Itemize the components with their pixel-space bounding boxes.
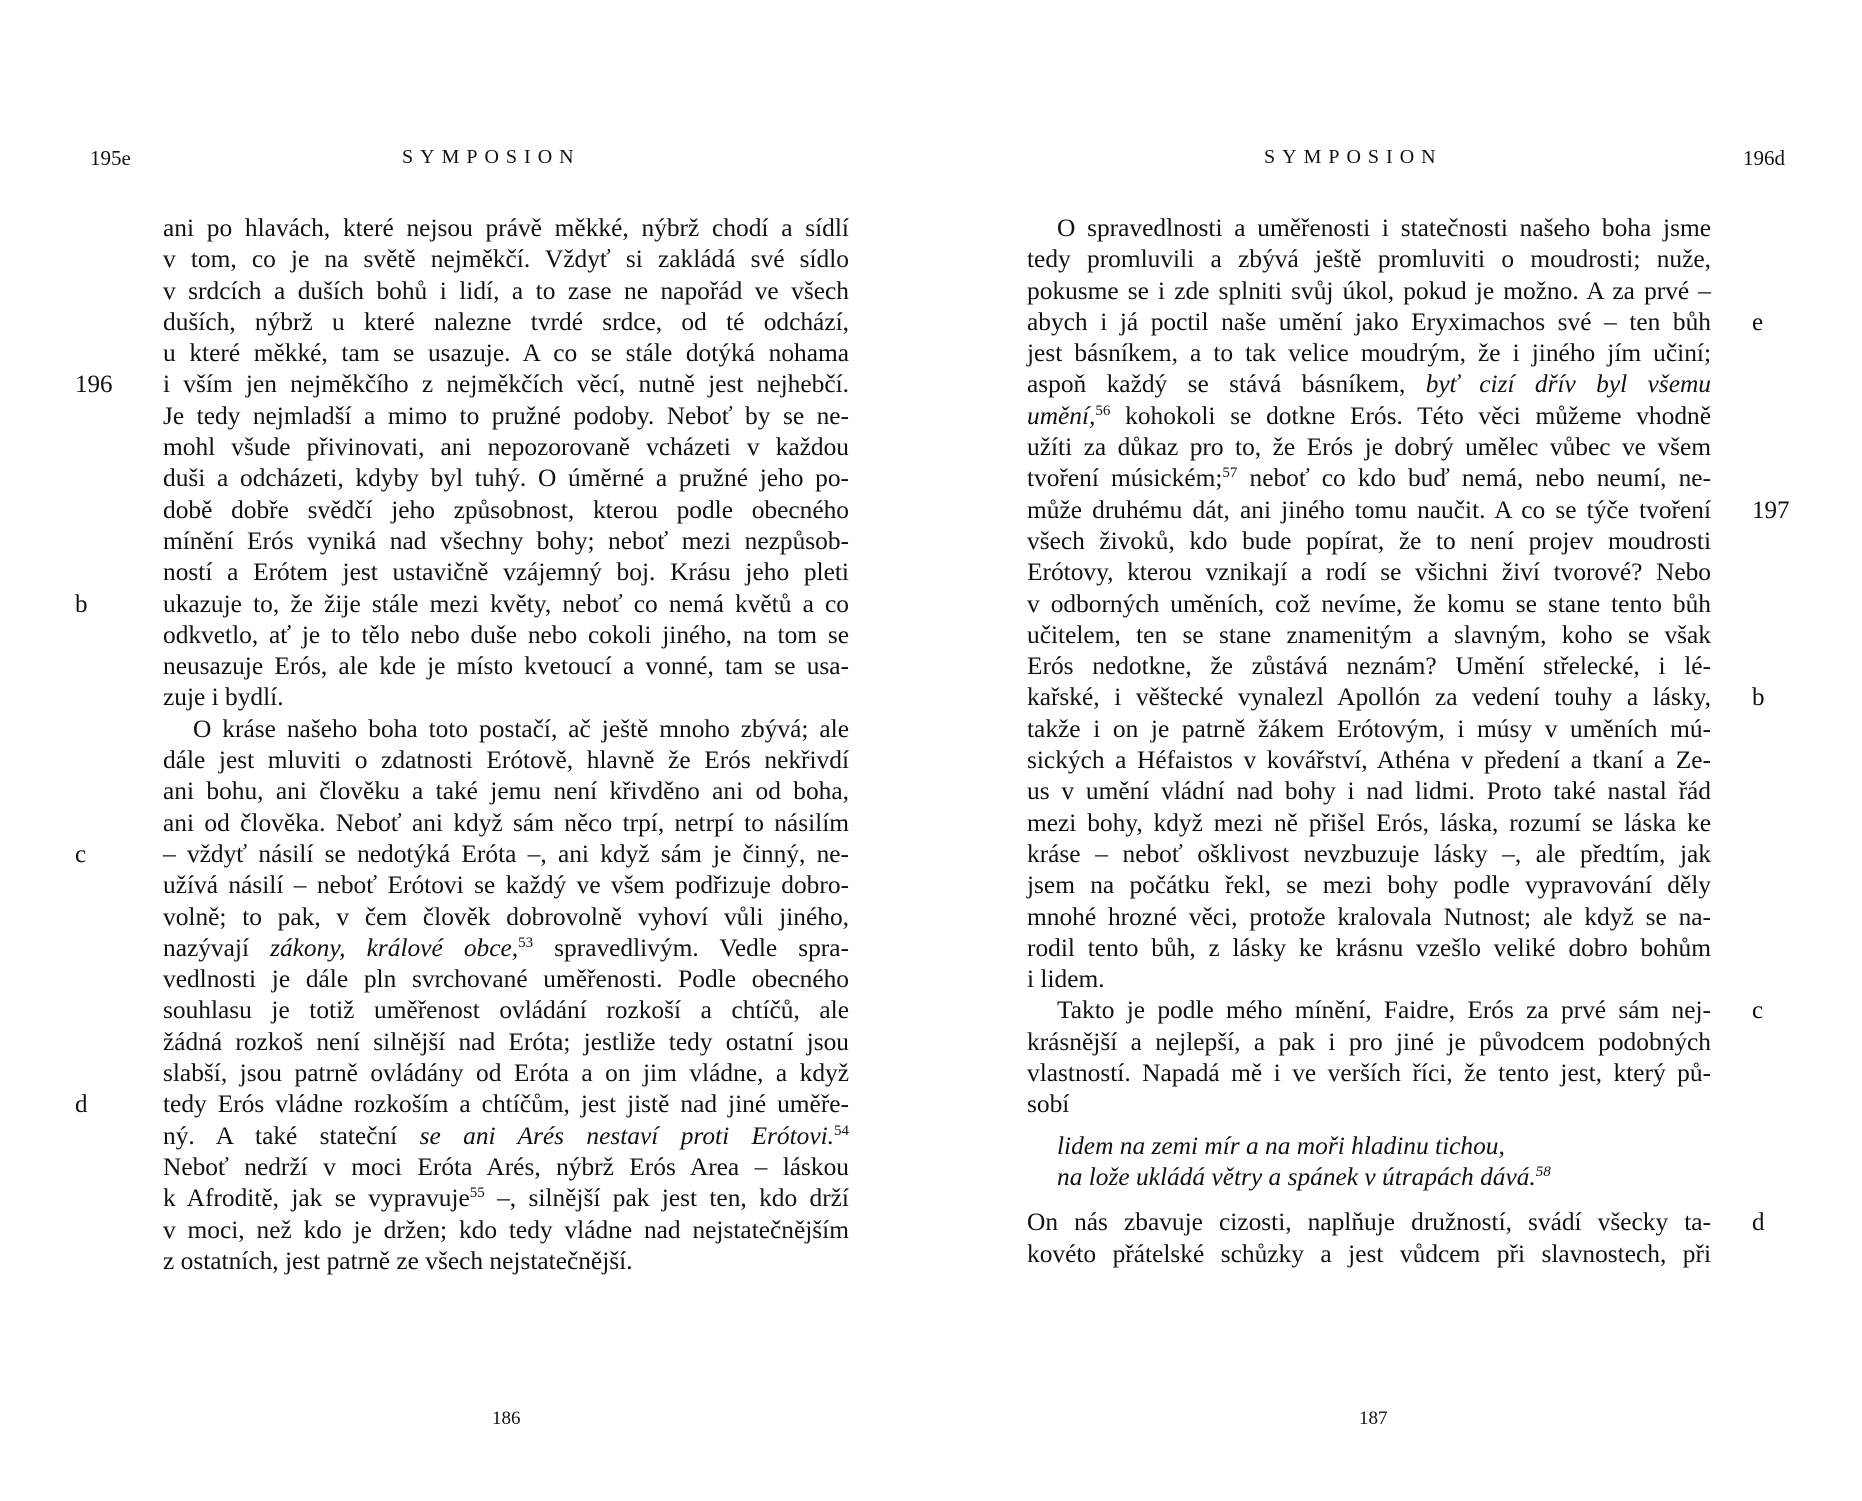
text-line: kráse – neboť ošklivost nevzbuzuje lásky –, ale předtím, jak — [1027, 839, 1711, 868]
footnote-marker: 57 — [1222, 465, 1238, 482]
text-line: dále jest mluviti o zdatnosti Erótově, hlavně že Erós nekřivdí — [163, 746, 849, 775]
text-line: i lidem. — [1027, 965, 1105, 994]
text-line: užívá násilí – neboť Erótovi se každý ve všem podřizuje dobro- — [163, 871, 849, 900]
text-line: ností a Erótem jest ustavičně vzájemný boj. Krásu jeho pleti — [163, 558, 849, 587]
text-line: c Takto je podle mého mínění, Faidre, Erós za prvé sám nej- — [1027, 995, 1711, 1026]
text-line: ani bohu, ani člověku a také jemu není křivděno ani od boha, — [163, 777, 849, 806]
footnote-marker: 53 — [518, 934, 534, 951]
margin-reference: 196 — [75, 371, 113, 399]
text-line: mínění Erós vyniká nad všechny bohy; neboť mezi nezpůsob- — [163, 526, 849, 555]
text-line: umění,$^{56}$ kohokoli se dotkne Erós. Této věci můžeme vhodně — [1027, 401, 1711, 430]
text-line: d tedy Erós vládne rozkoším a chtíčům, jest jistě nad jiné uměře- — [163, 1089, 849, 1120]
quotation: zákony, králové obce, — [270, 933, 519, 962]
page-number: 187 — [1359, 1408, 1388, 1429]
text-line: mohl všude přivinovati, ani nepozorovaně vcházeti v každou — [163, 433, 849, 462]
text-line: duších, nýbrž u které nalezne tvrdé srdce, od té odchází, — [163, 307, 849, 336]
text-line: učitelem, ten se stane znamenitým a slavným, koho se však — [1027, 620, 1711, 649]
footnote-marker: 54 — [834, 1122, 850, 1139]
text-line: v srdcích a duších bohů i lidí, a to zase ne napořád ve všech — [163, 276, 849, 305]
text-line: 197 může druhému dát, ani jiného tomu naučit. A co se týče tvoření — [1027, 495, 1711, 526]
text-line: ný. A také stateční se ani Arés nestaví proti Erótovi.$^{54}$ — [163, 1121, 850, 1150]
margin-reference: b — [75, 590, 88, 618]
text-line: v odborných uměních, což nevíme, že komu se stane tento bůh — [1027, 589, 1711, 618]
text-line: Je tedy nejmladší a mimo to pružné podoby. Neboť by se ne- — [163, 401, 849, 430]
text-line: jsem na počátku řekl, se mezi bohy podle vypravování děly — [1027, 871, 1711, 900]
text-line: sických a Héfaistos v kovářství, Athéna v předení a tkaní a Ze- — [1027, 746, 1711, 775]
text-line: mnohé hrozné věci, protože kralovala Nutnost; ale když se na- — [1027, 902, 1711, 931]
text-line: užíti za důkaz pro to, že Erós je dobrý umělec vůbec ve všem — [1027, 433, 1711, 462]
text-line: době dobře svědčí jeho způsobnost, kterou podle obecného — [163, 495, 849, 524]
text-line: jest básníkem, a to tak velice moudrým, že i jiného jím učiní; — [1027, 339, 1711, 368]
margin-reference: b — [1752, 684, 1765, 712]
margin-reference: c — [75, 840, 87, 868]
body-text — [1027, 213, 1790, 1270]
text-line: takže i on je patrně žákem Erótovým, i músy v uměních mú- — [1027, 714, 1711, 743]
text-line: e abych i já poctil naše umění jako Eryximachos své – ten bůh — [1027, 307, 1711, 338]
footnote-marker: 55 — [469, 1185, 485, 1202]
text-line: krásnější a nejlepší, a pak i pro jiné je původcem podobných — [1027, 1027, 1711, 1056]
margin-reference: 197 — [1752, 496, 1790, 524]
running-head: SYMPOSION — [1264, 146, 1443, 168]
text-line: us v umění vládní nad bohy i nad lidmi. Proto také nastal řád — [1027, 777, 1711, 806]
text-line: všech živoků, kdo bude popírat, že to není projev moudrosti — [1027, 526, 1711, 555]
text-line: d On nás zbavuje cizosti, naplňuje družností, svádí všecky ta- — [1027, 1207, 1711, 1238]
text-line: b ukazuje to, že žije stále mezi květy, neboť co nemá květů a co — [163, 589, 849, 620]
text-line: duši a odcházeti, kdyby byl tuhý. O úměrné a pružné jeho po- — [163, 464, 849, 493]
text-line: souhlasu je totiž uměřenost ovládání rozkoší a chtíčů, ale — [163, 996, 849, 1025]
text-line: vedlnosti je dále pln svrchované uměřenosti. Podle obecného — [163, 965, 849, 994]
text-line: žádná rozkoš není silnější nad Eróta; jestliže tedy ostatní jsou — [163, 1027, 849, 1056]
text-line: v tom, co je na světě nejměkčí. Vždyť si zakládá své sídlo — [163, 245, 849, 274]
text-line: ani od člověka. Neboť ani když sám něco trpí, netrpí to násilím — [163, 808, 849, 837]
text-line: O kráse našeho boha toto postačí, ač ještě mnoho zbývá; ale — [193, 714, 849, 743]
text-line: neusazuje Erós, ale kde je místo kvetoucí a vonné, tam se usa- — [163, 652, 849, 681]
body-text — [75, 213, 850, 1277]
margin-reference: e — [1752, 308, 1764, 336]
text-line: slabší, jsou patrně ovládány od Eróta a on jim vládne, a když — [163, 1059, 849, 1088]
text-line: Erós nedotkne, že zůstává neznám? Umění střelecké, i lé- — [1027, 652, 1711, 681]
footnote-marker: 58 — [1535, 1163, 1551, 1180]
quotation: byť cizí dřív byl všemu — [1425, 370, 1711, 399]
text-line: k Afroditě, jak se vypravuje$^{55}$ –, silnější pak jest ten, kdo drží — [163, 1184, 849, 1213]
stephanus-reference: 195e — [90, 146, 131, 170]
text-line: v moci, než kdo je držen; kdo tedy vládne nad nejstatečnějším — [163, 1215, 849, 1244]
text-line: odkvetlo, ať je to tělo nebo duše nebo cokoli jiného, na tom se — [163, 620, 849, 649]
text-line: rodil tento bůh, z lásky ke krásnu vzešlo veliké dobro bohům — [1027, 933, 1711, 962]
verse-line: na lože ukládá větry a spánek v útrapách dává.$^{58}$ — [1057, 1162, 1551, 1191]
text-line: vlastností. Napadá mě i ve verších říci, že tento jest, který pů- — [1027, 1059, 1711, 1088]
text-line: Neboť nedrží v moci Eróta Arés, nýbrž Erós Area – láskou — [163, 1152, 849, 1181]
text-line: nazývají zákony, králové obce,$^{53}$ spravedlivým. Vedle spra- — [163, 933, 849, 962]
margin-reference: d — [75, 1091, 88, 1119]
text-line: tedy promluvili a zbývá ještě promluviti o moudrosti; nuže, — [1027, 245, 1711, 274]
text-line: z ostatních, jest patrně ze všech nejstatečnější. — [163, 1246, 633, 1275]
margin-reference: c — [1752, 997, 1764, 1025]
running-head: SYMPOSION — [402, 146, 581, 168]
text-line: tvoření músickém;$^{57}$ neboť co kdo buď nemá, nebo neumí, ne- — [1027, 464, 1712, 493]
footnote-marker: 56 — [1095, 402, 1111, 419]
text-line: O spravedlnosti a uměřenosti i statečnosti našeho boha jsme — [1057, 214, 1711, 242]
verse-quotation — [1057, 1131, 1711, 1194]
text-line: u které měkké, tam se usazuje. A co se stále dotýká nohama — [163, 339, 849, 368]
text-line: c – vždyť násilí se nedotýká Eróta –, ani když sám je činný, ne- — [163, 839, 849, 870]
stephanus-reference: 196d — [1743, 146, 1785, 170]
text-line: b kařské, i věštecké vynalezl Apollón za vedení touhy a lásky, — [1027, 682, 1711, 713]
margin-reference: d — [1752, 1209, 1765, 1237]
text-line: Erótovy, kterou vznikají a rodí se všichni živí tvorové? Nebo — [1027, 558, 1711, 587]
text-line: ani po hlavách, které nejsou právě měkké, nýbrž chodí a sídlí — [163, 214, 849, 242]
text-line: sobí — [1027, 1090, 1070, 1119]
page-number: 186 — [492, 1408, 521, 1429]
text-line: 196 i vším jen nejměkčího z nejměkčích věcí, nutně jest nejhebčí. — [163, 369, 849, 400]
text-line: volně; to pak, v čem člověk dobrovolně vyhoví vůli jiného, — [163, 902, 849, 931]
right-page — [931, 0, 1862, 1501]
verse-line: lidem na zemi mír a na moři hladinu tichou, — [1057, 1131, 1505, 1160]
quotation: umění, — [1027, 401, 1096, 430]
quotation: se ani Arés nestaví proti Erótovi. — [419, 1121, 835, 1150]
text-line: mezi bohy, když mezi ně přišel Erós, láska, rozumí se láska ke — [1027, 808, 1711, 837]
text-line: pokusme se i zde splniti svůj úkol, pokud je možno. A za prvé – — [1027, 276, 1711, 305]
text-line: zuje i bydlí. — [163, 683, 284, 712]
text-line: kovéto přátelské schůzky a jest vůdcem při slavnostech, při — [1027, 1239, 1711, 1268]
text-line: aspoň každý se stává básníkem, byť cizí dřív byl všemu — [1027, 370, 1711, 399]
